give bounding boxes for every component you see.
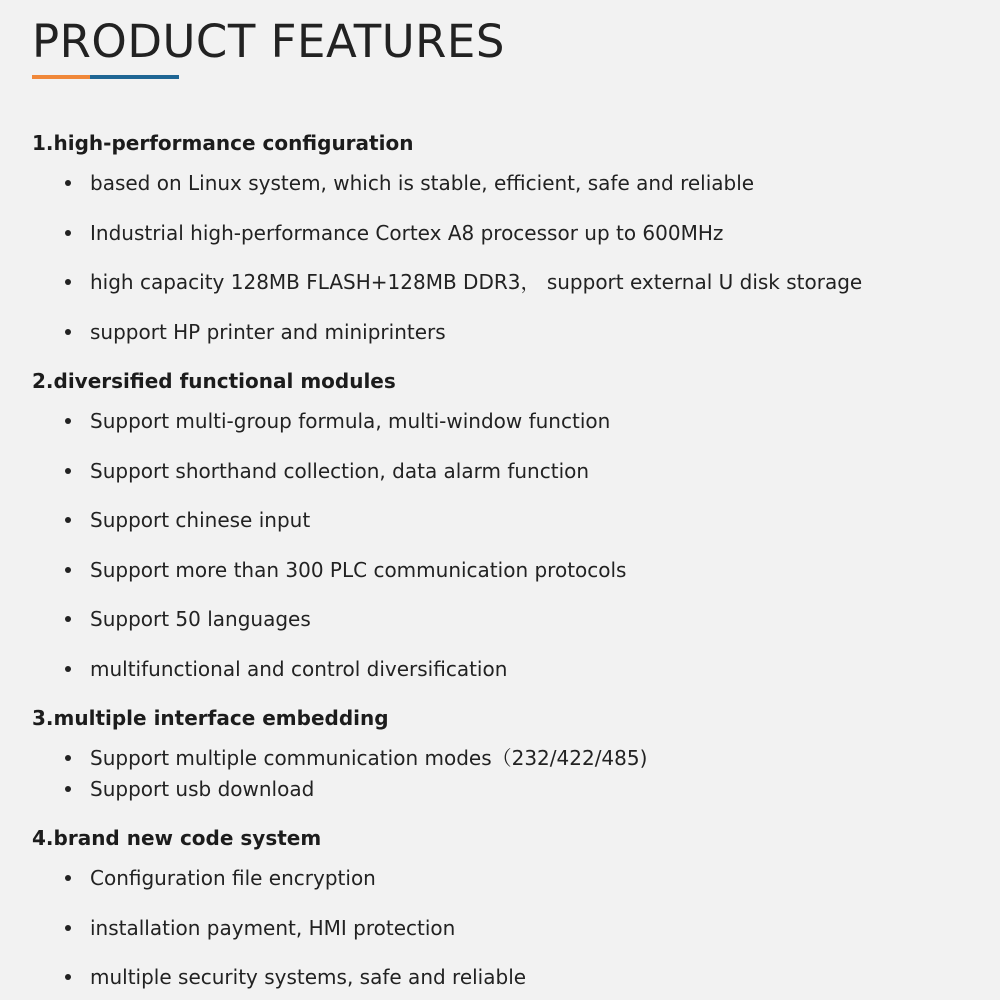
section-heading-high-performance: 1.high-performance configuration — [32, 131, 414, 155]
bullet-icon — [65, 517, 71, 523]
bullet-icon — [65, 875, 71, 881]
list-item-text: Support shorthand collection, data alarm function — [90, 459, 590, 483]
bullet-icon — [65, 755, 71, 761]
list-item-text: Industrial high-performance Cortex A8 processor up to 600MHz — [90, 221, 724, 245]
bullet-icon — [65, 468, 71, 474]
bullet-icon — [65, 230, 71, 236]
underline-orange-segment — [32, 75, 90, 79]
section-heading-interface-embedding: 3.multiple interface embedding — [32, 706, 389, 730]
bullet-icon — [65, 180, 71, 186]
list-item-text: based on Linux system, which is stable, efficient, safe and reliable — [90, 171, 755, 195]
section-heading-functional-modules: 2.diversified functional modules — [32, 369, 396, 393]
list-item-text: multiple security systems, safe and reliable — [90, 965, 527, 989]
bullet-icon — [65, 418, 71, 424]
bullet-icon — [65, 329, 71, 335]
list-item-text: installation payment, HMI protection — [90, 916, 456, 940]
page-title: PRODUCT FEATURES — [32, 15, 505, 68]
section-heading-code-system: 4.brand new code system — [32, 826, 322, 850]
list-item-text: Configuration file encryption — [90, 866, 376, 890]
list-item-text: Support 50 languages — [90, 607, 311, 631]
list-item-text: Support more than 300 PLC communication protocols — [90, 558, 627, 582]
list-item-text: high capacity 128MB FLASH+128MB DDR3， support external U disk storage — [90, 270, 863, 294]
title-underline — [32, 75, 179, 79]
bullet-icon — [65, 974, 71, 980]
bullet-icon — [65, 616, 71, 622]
bullet-icon — [65, 279, 71, 285]
underline-blue-segment — [90, 75, 179, 79]
list-item-text: support HP printer and miniprinters — [90, 320, 446, 344]
list-item-text: Support multi-group formula, multi-window function — [90, 409, 611, 433]
bullet-icon — [65, 786, 71, 792]
list-item-text: Support usb download — [90, 777, 315, 801]
bullet-icon — [65, 567, 71, 573]
bullet-icon — [65, 666, 71, 672]
bullet-icon — [65, 925, 71, 931]
list-item-text: multifunctional and control diversification — [90, 657, 508, 681]
list-item-text: Support chinese input — [90, 508, 311, 532]
list-item-text: Support multiple communication modes（232/422/485) — [90, 746, 648, 770]
